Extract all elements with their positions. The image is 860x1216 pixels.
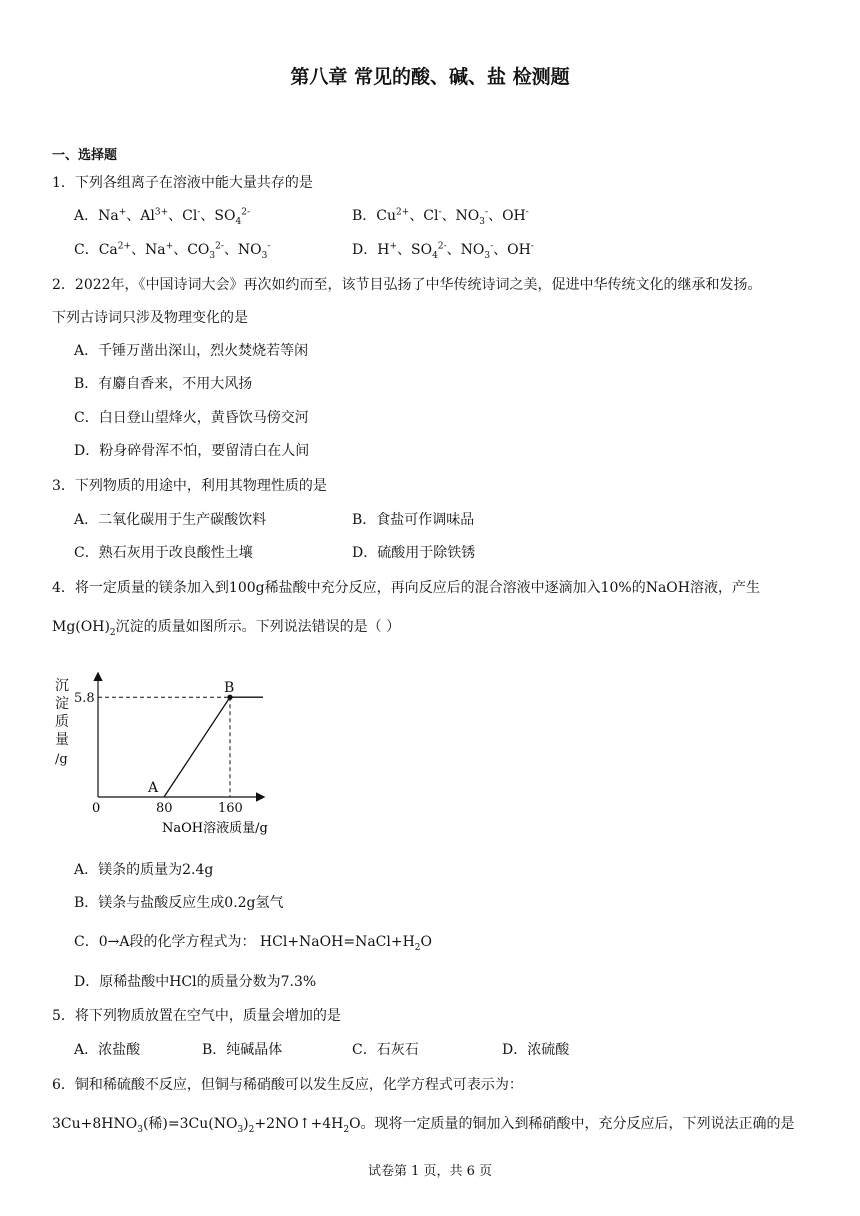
q2-stem-line1: 2．2022年，《中国诗词大会》再次如约而至，该节目弘扬了中华传统诗词之美，促进中华传统文化的继承和发扬。 xyxy=(52,277,762,293)
page-title: 第八章 常见的酸、碱、盐 检测题 xyxy=(290,66,570,88)
q3-option-d: D．硫酸用于除铁锈 xyxy=(352,545,476,561)
q3-stem: 3．下列物质的用途中，利用其物理性质的是 xyxy=(52,478,327,494)
q1-option-d: D．H+、$SO_4^{2-}$、$NO_3^-$、OH- xyxy=(352,241,534,261)
q4-option-d: D．原稀盐酸中HCl的质量分数为7.3% xyxy=(74,974,317,990)
q1-option-c: C．$Ca^{2+}$、Na+、$CO_3^{2-}$、$NO_3^-$ xyxy=(74,241,271,261)
q3-option-c: C．熟石灰用于改良酸性土壤 xyxy=(74,545,253,561)
q3-option-a: A．二氧化碳用于生产碳酸饮料 xyxy=(74,512,267,528)
q2-option-c: C．白日登山望烽火，黄昏饮马傍交河 xyxy=(74,410,309,426)
q2-option-d: D．粉身碎骨浑不怕，要留清白在人间 xyxy=(74,443,310,459)
q4-stem-line1: 4．将一定质量的镁条加入到100g稀盐酸中充分反应，再向反应后的混合溶液中逐滴加入10%的NaOH溶液，产生 xyxy=(52,580,760,596)
point-b-label: B xyxy=(224,680,235,697)
section-heading: 一、选择题 xyxy=(52,148,118,163)
y-tick-label: 5.8 xyxy=(74,691,95,707)
x-axis-label: NaOH溶液质量/g xyxy=(162,821,268,836)
x-tick-label: 80 xyxy=(156,801,173,816)
q2-stem-line2: 下列古诗词只涉及物理变化的是 xyxy=(52,310,248,326)
q5-option-d: D．浓硫酸 xyxy=(502,1042,570,1058)
y-axis-label-char: 质 xyxy=(55,714,69,730)
precipitate-mass-chart xyxy=(48,668,288,840)
q2-option-a: A．千锤万凿出深山，烈火焚烧若等闲 xyxy=(74,343,309,359)
q5-option-c: C．石灰石 xyxy=(352,1042,419,1058)
q4-option-b: B．镁条与盐酸反应生成0.2g氢气 xyxy=(74,895,284,911)
page-footer: 试卷第 1 页，共 6 页 xyxy=(367,1164,493,1179)
q1-option-a: A．Na+、$Al^{3+}$、Cl-、$SO_4^{2-}$ xyxy=(74,207,250,227)
q2-option-b: B．有麝自香来，不用大风扬 xyxy=(74,376,253,392)
series-line xyxy=(164,697,263,797)
x-tick-label: 160 xyxy=(218,801,243,816)
q5-stem: 5．将下列物质放置在空气中，质量会增加的是 xyxy=(52,1008,341,1024)
q6-stem-line1: 6．铜和稀硫酸不反应，但铜与稀硝酸可以发生反应，化学方程式可表示为： xyxy=(52,1077,523,1093)
y-axis-unit: /g xyxy=(55,752,68,767)
q1-stem: 1．下列各组离子在溶液中能大量共存的是 xyxy=(52,175,313,191)
point-a-label: A xyxy=(148,780,159,796)
q5-option-b: B．纯碱晶体 xyxy=(202,1042,283,1058)
origin-label: 0 xyxy=(92,801,101,816)
q6-stem-line2: $3Cu+8HNO_3$(稀)$=3Cu(NO_3)_2+2NO↑+4H_2O$。现将一定质量的铜加入到稀硝酸中，充分反应后，下列说法正确的是 xyxy=(52,1116,795,1135)
y-axis-label-char: 沉 xyxy=(55,678,69,694)
q3-option-b: B．食盐可作调味品 xyxy=(352,512,475,528)
y-axis-label-char: 量 xyxy=(55,732,69,748)
q4-option-c: C．0→A段的化学方程式为： $HCl+NaOH=NaCl+H_2O$ xyxy=(74,934,433,953)
q1-option-b: B．$Cu^{2+}$、Cl-、$NO_3^-$、OH- xyxy=(352,207,529,227)
q4-stem-line2: $Mg(OH)_2$沉淀的质量如图所示。下列说法错误的是（ ） xyxy=(52,619,401,638)
q5-option-a: A．浓盐酸 xyxy=(74,1042,141,1058)
q4-option-a: A．镁条的质量为2.4g xyxy=(74,862,214,878)
y-axis-label-char: 淀 xyxy=(55,696,69,712)
